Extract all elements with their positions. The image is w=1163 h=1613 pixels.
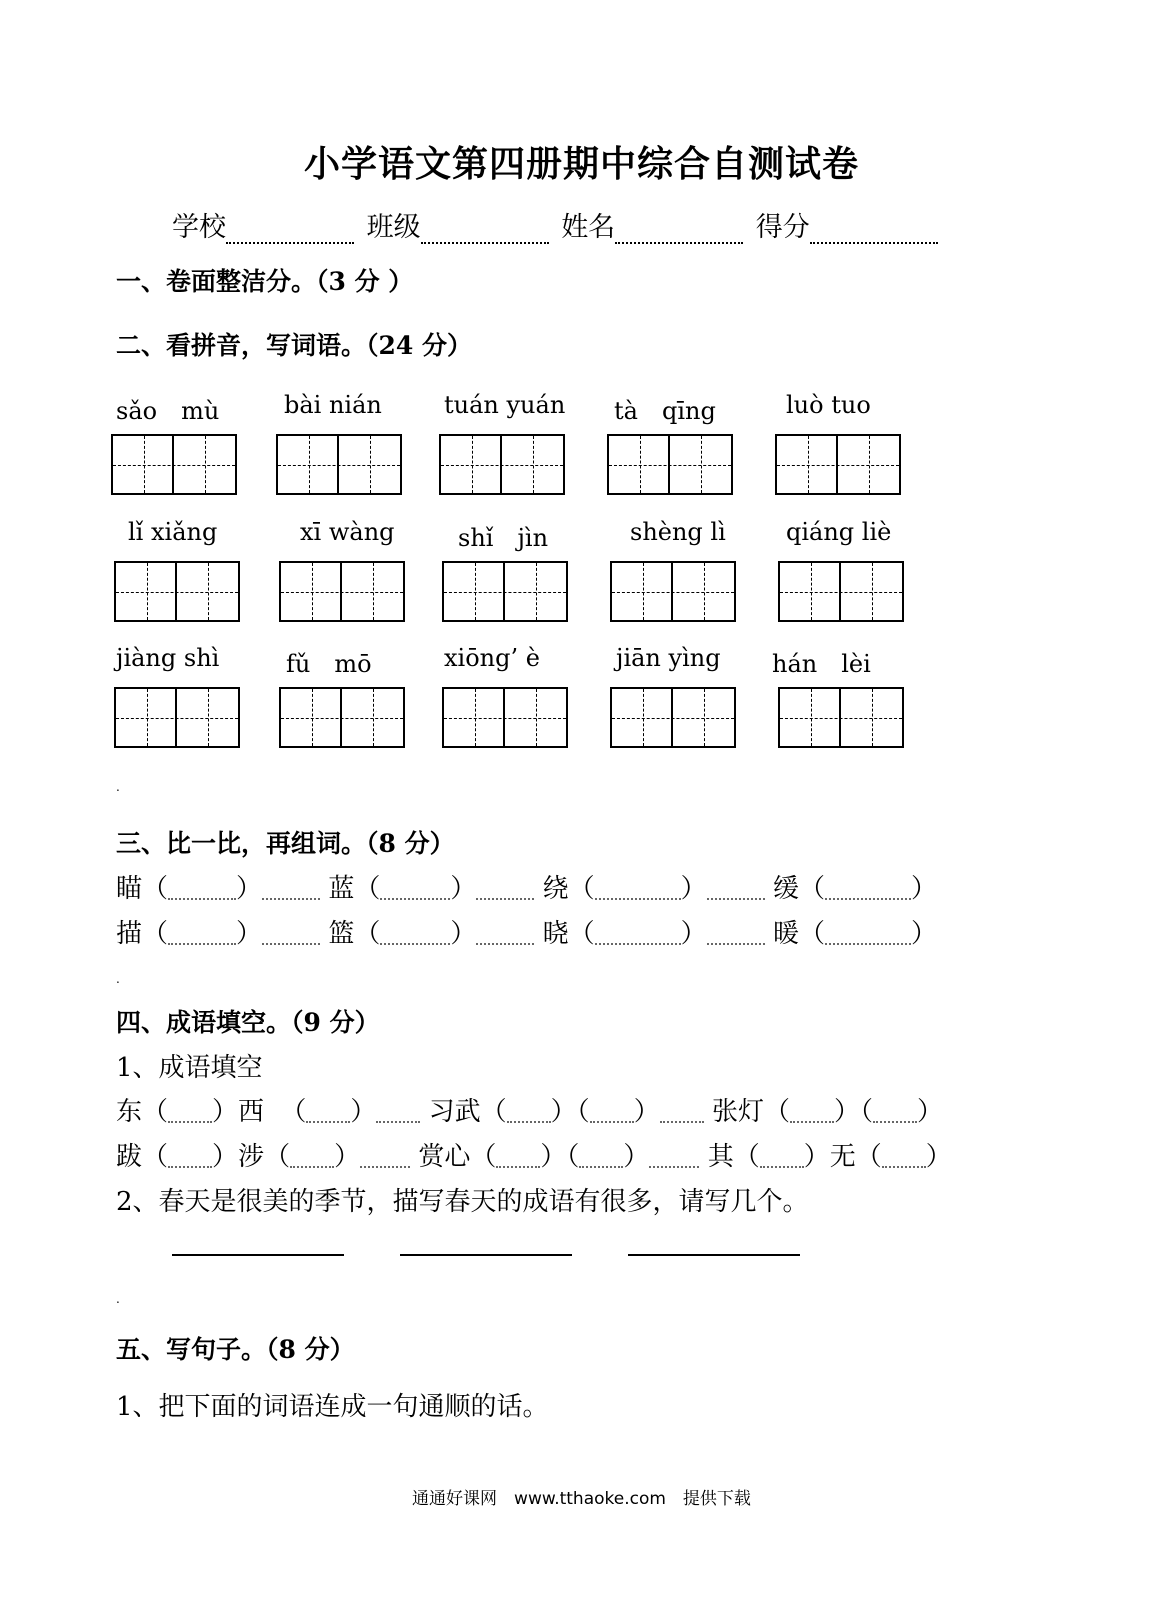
class-label: 班级 [366, 212, 421, 243]
writing-box[interactable] [607, 434, 733, 495]
writing-box[interactable] [276, 434, 402, 495]
answer-blank[interactable] [306, 1103, 350, 1123]
answer-blank[interactable] [590, 1103, 634, 1123]
answer-blank[interactable] [380, 925, 450, 945]
school-label: 学校 [172, 212, 226, 243]
section-1-heading: 一、卷面整洁分。（3 分 ） [116, 267, 414, 296]
section-2-heading: 二、看拼音，写词语。（24 分） [116, 331, 472, 360]
answer-blank[interactable] [380, 880, 450, 900]
answer-blank[interactable] [595, 880, 681, 900]
pinyin-3-4: jiān yìng [616, 644, 721, 672]
section-5-heading: 五、写句子。（8 分） [116, 1335, 355, 1364]
writing-box[interactable] [778, 687, 904, 748]
answer-line[interactable] [172, 1252, 344, 1256]
compare-char: 绕 [542, 874, 569, 904]
pinyin-3-3: xiōng’ è [444, 644, 540, 672]
answer-blank[interactable] [873, 1103, 917, 1123]
section-3-heading: 三、比一比，再组词。（8 分） [116, 829, 455, 858]
idiom-row-1: 东（ ）西 （ ） 习武（ ）（ ） 张灯（ ）（ ） [116, 1097, 944, 1127]
pinyin-1-4: tà qīng [614, 397, 716, 425]
info-row [172, 205, 942, 244]
name-label: 姓名 [561, 212, 616, 243]
class-blank[interactable] [421, 218, 549, 244]
writing-box[interactable] [442, 687, 568, 748]
answer-line[interactable] [400, 1252, 572, 1256]
sentence-question-1: 1、把下面的词语连成一句通顺的话。 [116, 1392, 549, 1422]
answer-blank[interactable] [168, 925, 236, 945]
score-label: 得分 [755, 212, 810, 243]
idiom-question-1: 1、成语填空 [116, 1053, 263, 1083]
pinyin-3-2: fǔ mō [286, 650, 372, 678]
writing-box[interactable] [775, 434, 901, 495]
compare-char: 蓝 [328, 874, 355, 904]
answer-blank[interactable] [595, 925, 681, 945]
answer-blank[interactable] [579, 1148, 623, 1168]
answer-blank[interactable] [168, 1148, 212, 1168]
idiom-question-2: 2、春天是很美的季节，描写春天的成语有很多，请写几个。 [116, 1187, 809, 1217]
answer-blank[interactable] [290, 1148, 334, 1168]
writing-box[interactable] [114, 687, 240, 748]
writing-box[interactable] [279, 561, 405, 622]
compare-char: 缓 [772, 874, 799, 904]
pinyin-2-4: shèng lì [630, 518, 726, 546]
writing-box[interactable] [439, 434, 565, 495]
pinyin-1-2: bài nián [284, 391, 382, 419]
answer-blank[interactable] [168, 1103, 212, 1123]
compare-row-1: 瞄（ ） 蓝（ ） 绕（ ） 缓（ ） [116, 874, 937, 904]
pinyin-1-1: sǎo mù [116, 397, 220, 425]
compare-char: 晓 [542, 919, 569, 949]
answer-blank[interactable] [882, 1148, 926, 1168]
pinyin-2-1: lǐ xiǎng [128, 518, 218, 546]
answer-blank[interactable] [507, 1103, 551, 1123]
name-blank[interactable] [615, 218, 743, 244]
pinyin-2-5: qiáng liè [786, 518, 892, 546]
pinyin-1-3: tuán yuán [444, 391, 566, 419]
writing-box[interactable] [778, 561, 904, 622]
compare-char: 篮 [328, 919, 355, 949]
pinyin-3-1: jiàng shì [116, 644, 220, 672]
writing-box[interactable] [279, 687, 405, 748]
writing-box[interactable] [111, 434, 237, 495]
writing-box[interactable] [114, 561, 240, 622]
margin-mark: . [116, 972, 120, 986]
pinyin-2-2: xī wàng [300, 518, 395, 546]
section-4-heading: 四、成语填空。（9 分） [116, 1008, 380, 1037]
school-blank[interactable] [226, 218, 354, 244]
margin-mark: . [116, 780, 120, 794]
compare-char: 暖 [772, 919, 799, 949]
score-blank[interactable] [810, 218, 938, 244]
footer-credit: 通通好课网 www.tthaoke.com 提供下载 [412, 1489, 751, 1509]
writing-box[interactable] [610, 561, 736, 622]
answer-blank[interactable] [825, 880, 911, 900]
answer-blank[interactable] [496, 1148, 540, 1168]
page-title: 小学语文第四册期中综合自测试卷 [303, 143, 859, 185]
idiom-row-2: 跋（ ）涉（ ） 赏心（ ）（ ） 其（ ）无（ ） [116, 1142, 952, 1172]
pinyin-2-3: shǐ jìn [458, 524, 549, 552]
writing-box[interactable] [442, 561, 568, 622]
answer-line[interactable] [628, 1252, 800, 1256]
answer-blank[interactable] [825, 925, 911, 945]
writing-box[interactable] [610, 687, 736, 748]
compare-char: 瞄 [116, 874, 143, 904]
answer-blank[interactable] [760, 1148, 804, 1168]
compare-row-2: 描（ ） 篮（ ） 晓（ ） 暖（ ） [116, 919, 937, 949]
margin-mark: . [116, 1292, 120, 1306]
answer-blank[interactable] [790, 1103, 834, 1123]
compare-char: 描 [116, 919, 143, 949]
pinyin-3-5: hán lèi [772, 650, 871, 678]
pinyin-1-5: luò tuo [786, 391, 871, 419]
answer-blank[interactable] [168, 880, 236, 900]
